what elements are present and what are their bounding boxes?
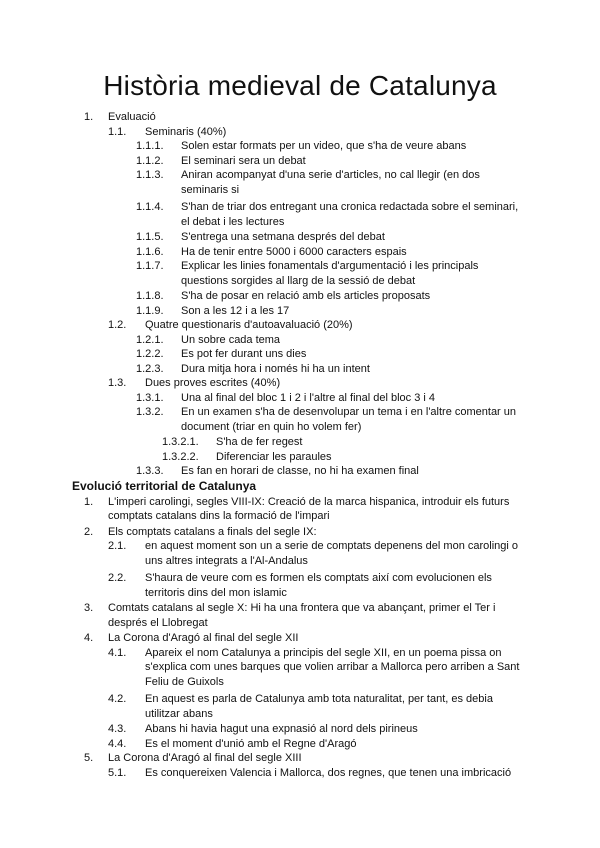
item-text: Es el moment d'unió amb el Regne d'Aragó	[145, 737, 357, 750]
list-item	[0, 391, 600, 406]
item-number: 4.3.	[108, 723, 127, 735]
item-number: 1.	[84, 495, 94, 508]
item-text: Comtats catalans al segle X: Hi ha una frontera que va abançant, primer el Ter i després el Llobregat	[108, 602, 496, 629]
document-title: Història medieval de Catalunya	[103, 70, 497, 101]
item-text: Dues proves escrites (40%)	[145, 377, 281, 389]
item-number: 1.1.3.	[136, 169, 164, 181]
item-number: 4.2.	[108, 693, 127, 705]
item-text: La Corona d'Aragó al final del segle XII	[108, 632, 299, 644]
list-item	[0, 110, 600, 125]
list-item	[0, 435, 600, 450]
item-text: Quatre questionaris d'autoavaluació (20%)	[145, 319, 353, 331]
item-text: Apareix el nom Catalunya a principis del segle XII, en un poema pissa on s'explica com unes barques que volien arribar a Mallorca pero arriben a Sant Feliu de Guixols	[145, 646, 520, 688]
list-item	[0, 722, 600, 737]
list-item	[0, 259, 600, 288]
item-number: 1.3.	[108, 377, 127, 389]
list-item	[0, 601, 600, 630]
item-number: 2.1.	[108, 540, 127, 552]
list-item	[0, 245, 600, 260]
item-number: 1.1.4.	[136, 201, 164, 213]
item-number: 1.1.7.	[136, 260, 164, 272]
item-text: Solen estar formats per un video, que s'ha de veure abans	[181, 140, 467, 152]
item-number: 3.	[84, 602, 94, 614]
item-text: S'entrega una setmana després del debat	[181, 231, 385, 243]
item-number: 2.	[84, 525, 94, 538]
item-number: 4.4.	[108, 737, 127, 750]
item-number: 1.1.9.	[136, 304, 164, 317]
list-item	[0, 571, 600, 600]
list-item	[0, 362, 600, 377]
list-item	[0, 405, 600, 434]
item-number: 1.2.	[108, 319, 127, 331]
list-item	[0, 154, 600, 169]
item-number: 1.	[84, 111, 94, 123]
list-item	[0, 139, 600, 154]
item-text: Es fan en horari de classe, no hi ha examen final	[181, 465, 419, 477]
item-text: L'imperi carolingi, segles VIII-IX: Creació de la marca hispanica, introduir els futurs comptats catalans dins la formació de l'impari	[108, 495, 510, 522]
item-number: 1.2.2.	[136, 348, 164, 360]
item-number: 1.2.1.	[136, 333, 164, 346]
list-item	[0, 692, 600, 721]
list-item	[0, 450, 600, 465]
list-item	[0, 751, 600, 766]
list-item	[0, 168, 600, 197]
list-item	[0, 347, 600, 362]
item-number: 1.3.1.	[136, 391, 164, 404]
item-text: S'haura de veure com es formen els comptats així com evolucionen els territoris dins del mon islamic	[145, 572, 492, 599]
item-number: 1.2.3.	[136, 362, 164, 375]
item-text: S'han de triar dos entregant una cronica redactada sobre el seminari, el debat i les lectures	[181, 201, 519, 228]
list-item	[0, 539, 600, 568]
section-heading: Evolució territorial de Catalunya	[72, 478, 257, 493]
item-number: 2.2.	[108, 572, 127, 584]
item-text: Un sobre cada tema	[181, 333, 281, 346]
list-item	[0, 646, 600, 690]
list-item	[0, 200, 600, 229]
item-number: 1.3.2.	[136, 406, 164, 418]
item-text: La Corona d'Aragó al final del segle XIII	[108, 752, 302, 764]
item-text: Els comptats catalans a finals del segle IX:	[108, 525, 317, 538]
item-text: Diferenciar les paraules	[216, 450, 332, 463]
item-text: Abans hi havia hagut una expnasió al nord dels pirineus	[145, 723, 418, 735]
item-text: Evaluació	[108, 111, 156, 123]
item-number: 1.1.8.	[136, 290, 164, 302]
item-text: El seminari sera un debat	[181, 154, 306, 167]
item-number: 1.3.3.	[136, 465, 164, 477]
item-text: Seminaris (40%)	[145, 125, 227, 138]
item-number: 4.	[84, 632, 94, 644]
list-item	[0, 304, 600, 319]
list-item	[0, 631, 600, 646]
item-text: Una al final del bloc 1 i 2 i l'altre al final del bloc 3 i 4	[181, 391, 436, 404]
item-text: Aniran acompanyat d'una serie d'articles, no cal llegir (en dos seminaris si	[181, 169, 480, 196]
item-number: 1.1.1.	[136, 140, 164, 152]
item-number: 1.3.2.1.	[162, 436, 199, 448]
list-item	[0, 289, 600, 304]
section-heading-row	[0, 479, 600, 495]
list-item	[0, 464, 600, 479]
item-number: 1.1.2.	[136, 154, 164, 167]
list-item	[0, 318, 600, 333]
item-number: 5.1.	[108, 766, 127, 779]
item-text: S'ha de posar en relació amb els articles proposats	[181, 290, 431, 302]
list-item	[0, 230, 600, 245]
item-text: Dura mitja hora i només hi ha un intent	[181, 362, 370, 375]
item-number: 1.3.2.2.	[162, 450, 199, 463]
list-item	[0, 495, 600, 524]
item-text: Explicar les linies fonamentals d'argumentació i les principals questions sorgides al llarg de la sessió de debat	[181, 260, 479, 287]
item-number: 1.1.6.	[136, 245, 164, 258]
item-number: 5.	[84, 752, 94, 764]
item-text: S'ha de fer regest	[216, 436, 303, 448]
list-item	[0, 525, 600, 540]
item-text: en aquest moment son un a serie de comptats depenens del mon carolingi o uns altres integrats a l'Al-Andalus	[145, 540, 519, 567]
item-number: 1.1.5.	[136, 231, 164, 243]
item-number: 1.1.	[108, 125, 127, 138]
item-text: Son a les 12 i a les 17	[181, 304, 290, 317]
item-number: 4.1.	[108, 646, 127, 659]
item-text: Es conquereixen Valencia i Mallorca, dos regnes, que tenen una imbricació	[145, 766, 512, 779]
item-text: En un examen s'ha de desenvolupar un tema i en l'altre comentar un document (triar en quin ho volem fer)	[181, 406, 517, 433]
list-item	[0, 766, 600, 781]
item-text: Ha de tenir entre 5000 i 6000 caracters espais	[181, 245, 407, 258]
list-item	[0, 737, 600, 752]
list-item	[0, 376, 600, 391]
item-text: En aquest es parla de Catalunya amb tota naturalitat, per tant, es debia utilitzar abans	[145, 693, 493, 720]
list-item	[0, 333, 600, 348]
list-item	[0, 125, 600, 140]
item-text: Es pot fer durant uns dies	[181, 348, 307, 360]
document-body	[0, 110, 600, 780]
